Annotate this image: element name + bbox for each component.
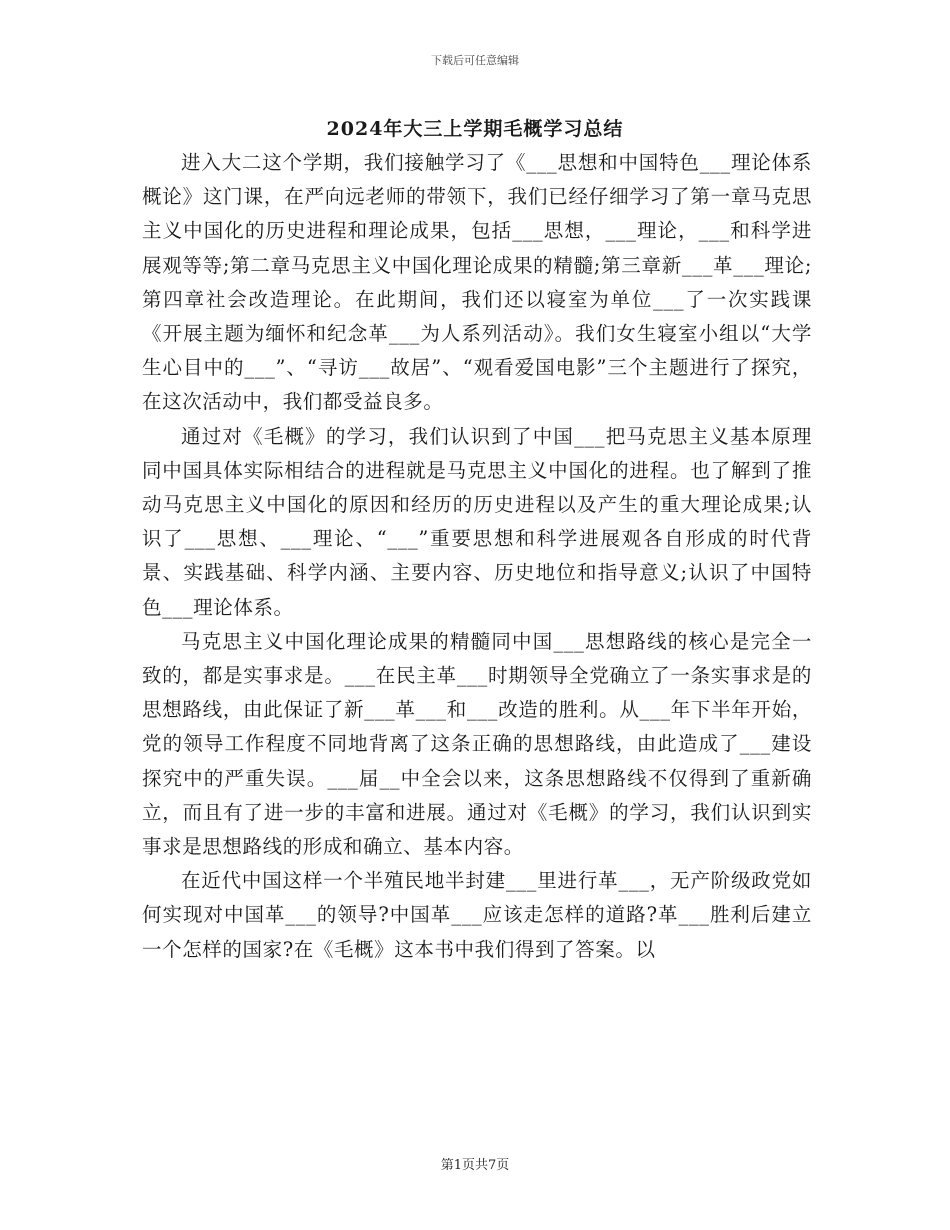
document-body [142, 146, 812, 967]
paragraph: 马克思主义中国化理论成果的精髓同中国___思想路线的核心是完全一致的，都是实事求是。___在民主革___时期领导全党确立了一条实事求是的思想路线，由此保证了新___革___和___改造的胜利。从___年下半年开始，党的领导工作程度不同地背离了这条正确的思想路线，由此造成了___建设探究中的严重失误。___届__中全会以来，这条思想路线不仅得到了重新确立，而且有了进一步的丰富和进展。通过对《毛概》的学习，我们认识到实事求是思想路线的形成和确立、基本内容。 [142, 629, 812, 859]
paragraph: 通过对《毛概》的学习，我们认识到了中国___把马克思主义基本原理同中国具体实际相结合的进程就是马克思主义中国化的进程。也了解到了推动马克思主义中国化的原因和经历的历史进程以及产生的重大理论成果;认识了___思想、___理论、“___”重要思想和科学进展观各自形成的时代背景、实践基础、科学内涵、主要内容、历史地位和指导意义;认识了中国特色___理论体系。 [142, 424, 812, 619]
header-note: 下载后可任意编辑 [431, 54, 519, 67]
document-title: 2024年大三上学期毛概学习总结 [326, 118, 624, 140]
page-footer: 第1页共7页 [440, 1158, 510, 1173]
paragraph: 进入大二这个学期，我们接触学习了《___思想和中国特色___理论体系概论》这门课，在严向远老师的带领下，我们已经仔细学习了第一章马克思主义中国化的历史进程和理论成果，包括___思想，___理论，___和科学进展观等等;第二章马克思主义中国化理论成果的精髓;第三章新___革___理论;第四章社会改造理论。在此期间，我们还以寝室为单位___了一次实践课《开展主题为缅怀和纪念革___为人系列活动》。我们女生寝室小组以“大学生心目中的___”、“寻访___故居”、“观看爱国电影”三个主题进行了探究，在这次活动中，我们都受益良多。 [142, 151, 812, 414]
paragraph: 在近代中国这样一个半殖民地半封建___里进行革___，无产阶级政党如何实现对中国革___的领导?中国革___应该走怎样的道路?革___胜利后建立一个怎样的国家?在《毛概》这本书中我们得到了答案。以 [142, 869, 812, 961]
